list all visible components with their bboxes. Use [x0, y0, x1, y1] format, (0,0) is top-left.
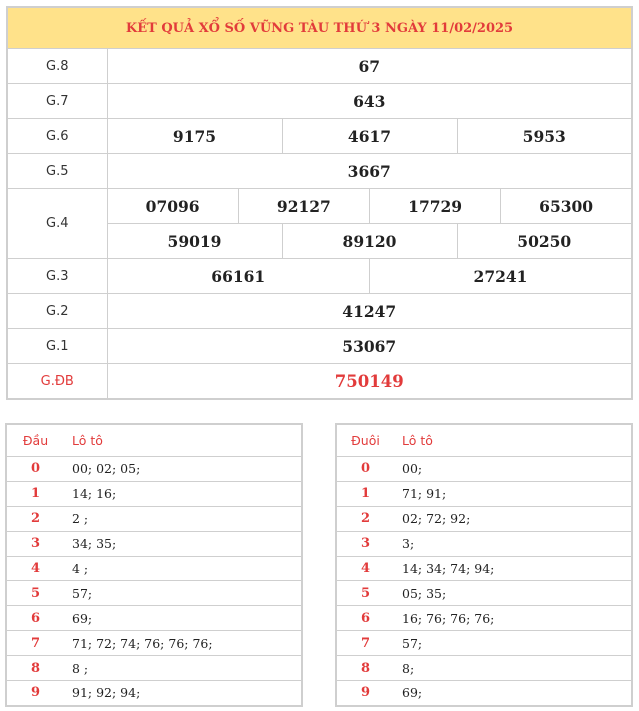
prize-value-g4-6: 89120	[282, 224, 457, 259]
dau-row	[6, 457, 302, 482]
prize-value-g6-2: 4617	[282, 119, 457, 154]
prize-label-g8: G.8	[7, 49, 107, 84]
prize-value-g4-3: 17729	[370, 189, 501, 224]
dau-value: 2 ;	[64, 506, 302, 531]
duoi-header-row	[336, 424, 632, 457]
duoi-key: 3	[336, 531, 394, 556]
prize-row-g2	[7, 294, 632, 329]
dau-value: 71; 72; 74; 76; 76; 76;	[64, 631, 302, 656]
dau-key: 9	[6, 681, 64, 706]
dau-header-value: Lô tô	[64, 424, 302, 457]
prize-row-g6	[7, 119, 632, 154]
dau-value: 91; 92; 94;	[64, 681, 302, 706]
duoi-value: 05; 35;	[394, 581, 632, 606]
duoi-value: 8;	[394, 656, 632, 681]
duoi-key: 6	[336, 606, 394, 631]
duoi-row	[336, 681, 632, 706]
dau-key: 5	[6, 581, 64, 606]
prize-value-g1: 53067	[107, 329, 632, 364]
duoi-value: 00;	[394, 457, 632, 482]
prize-row-g3	[7, 259, 632, 294]
prize-label-g2: G.2	[7, 294, 107, 329]
dau-row	[6, 656, 302, 681]
dau-value: 69;	[64, 606, 302, 631]
prize-value-g6-3: 5953	[457, 119, 632, 154]
dau-table-body	[6, 457, 302, 706]
dau-row	[6, 531, 302, 556]
duoi-value: 02; 72; 92;	[394, 506, 632, 531]
lottery-result-table	[6, 6, 633, 400]
dau-key: 7	[6, 631, 64, 656]
prize-value-g3-1: 66161	[107, 259, 370, 294]
duoi-row	[336, 506, 632, 531]
dau-key: 6	[6, 606, 64, 631]
prize-label-gdb: G.ĐB	[7, 364, 107, 400]
duoi-row	[336, 606, 632, 631]
prize-value-g6-1: 9175	[107, 119, 282, 154]
dau-key: 4	[6, 556, 64, 581]
prize-value-g4-5: 59019	[107, 224, 282, 259]
duoi-key: 0	[336, 457, 394, 482]
duoi-key: 8	[336, 656, 394, 681]
duoi-key: 5	[336, 581, 394, 606]
dau-row	[6, 631, 302, 656]
dau-value: 57;	[64, 581, 302, 606]
duoi-key: 1	[336, 481, 394, 506]
duoi-value: 69;	[394, 681, 632, 706]
prize-value-g4-2: 92127	[238, 189, 369, 224]
prize-label-g7: G.7	[7, 84, 107, 119]
duoi-row	[336, 457, 632, 482]
page-title: KẾT QUẢ XỔ SỐ VŨNG TÀU THỨ 3 NGÀY 11/02/2025	[7, 7, 632, 49]
prize-row-g1	[7, 329, 632, 364]
duoi-value: 71; 91;	[394, 481, 632, 506]
prize-value-g4-7: 50250	[457, 224, 632, 259]
duoi-loto-table	[335, 423, 633, 707]
dau-key: 8	[6, 656, 64, 681]
dau-header-key: Đầu	[6, 424, 64, 457]
prize-value-g4-1: 07096	[107, 189, 238, 224]
prize-row-gdb	[7, 364, 632, 400]
prize-value-g8: 67	[107, 49, 632, 84]
duoi-key: 4	[336, 556, 394, 581]
prize-label-g1: G.1	[7, 329, 107, 364]
prize-value-g2: 41247	[107, 294, 632, 329]
dau-value: 00; 02; 05;	[64, 457, 302, 482]
dau-row	[6, 581, 302, 606]
prize-row-g8	[7, 49, 632, 84]
prize-value-g5: 3667	[107, 154, 632, 189]
duoi-row	[336, 631, 632, 656]
dau-value: 8 ;	[64, 656, 302, 681]
prize-row-g5	[7, 154, 632, 189]
dau-key: 3	[6, 531, 64, 556]
dau-key: 2	[6, 506, 64, 531]
dau-value: 4 ;	[64, 556, 302, 581]
duoi-table-body	[336, 457, 632, 706]
prize-value-g3-2: 27241	[370, 259, 633, 294]
dau-loto-table	[5, 423, 303, 707]
dau-key: 0	[6, 457, 64, 482]
dau-key: 1	[6, 481, 64, 506]
prize-label-g3: G.3	[7, 259, 107, 294]
dau-header-row	[6, 424, 302, 457]
duoi-row	[336, 656, 632, 681]
dau-row	[6, 556, 302, 581]
dau-row	[6, 506, 302, 531]
duoi-row	[336, 556, 632, 581]
duoi-key: 9	[336, 681, 394, 706]
prize-value-gdb: 750149	[107, 364, 632, 400]
prize-label-g5: G.5	[7, 154, 107, 189]
title-row	[7, 7, 632, 49]
duoi-value: 16; 76; 76; 76;	[394, 606, 632, 631]
prize-value-g7: 643	[107, 84, 632, 119]
duoi-header-key: Đuôi	[336, 424, 394, 457]
duoi-value: 3;	[394, 531, 632, 556]
duoi-row	[336, 581, 632, 606]
duoi-value: 14; 34; 74; 94;	[394, 556, 632, 581]
dau-value: 14; 16;	[64, 481, 302, 506]
prize-row-g4a	[7, 189, 632, 224]
dau-row	[6, 681, 302, 706]
dau-row	[6, 481, 302, 506]
duoi-header-value: Lô tô	[394, 424, 632, 457]
duoi-row	[336, 481, 632, 506]
dau-row	[6, 606, 302, 631]
prize-row-g7	[7, 84, 632, 119]
prize-label-g6: G.6	[7, 119, 107, 154]
duoi-value: 57;	[394, 631, 632, 656]
dau-value: 34; 35;	[64, 531, 302, 556]
prize-label-g4: G.4	[7, 189, 107, 259]
duoi-key: 7	[336, 631, 394, 656]
duoi-key: 2	[336, 506, 394, 531]
prize-value-g4-4: 65300	[501, 189, 632, 224]
duoi-row	[336, 531, 632, 556]
